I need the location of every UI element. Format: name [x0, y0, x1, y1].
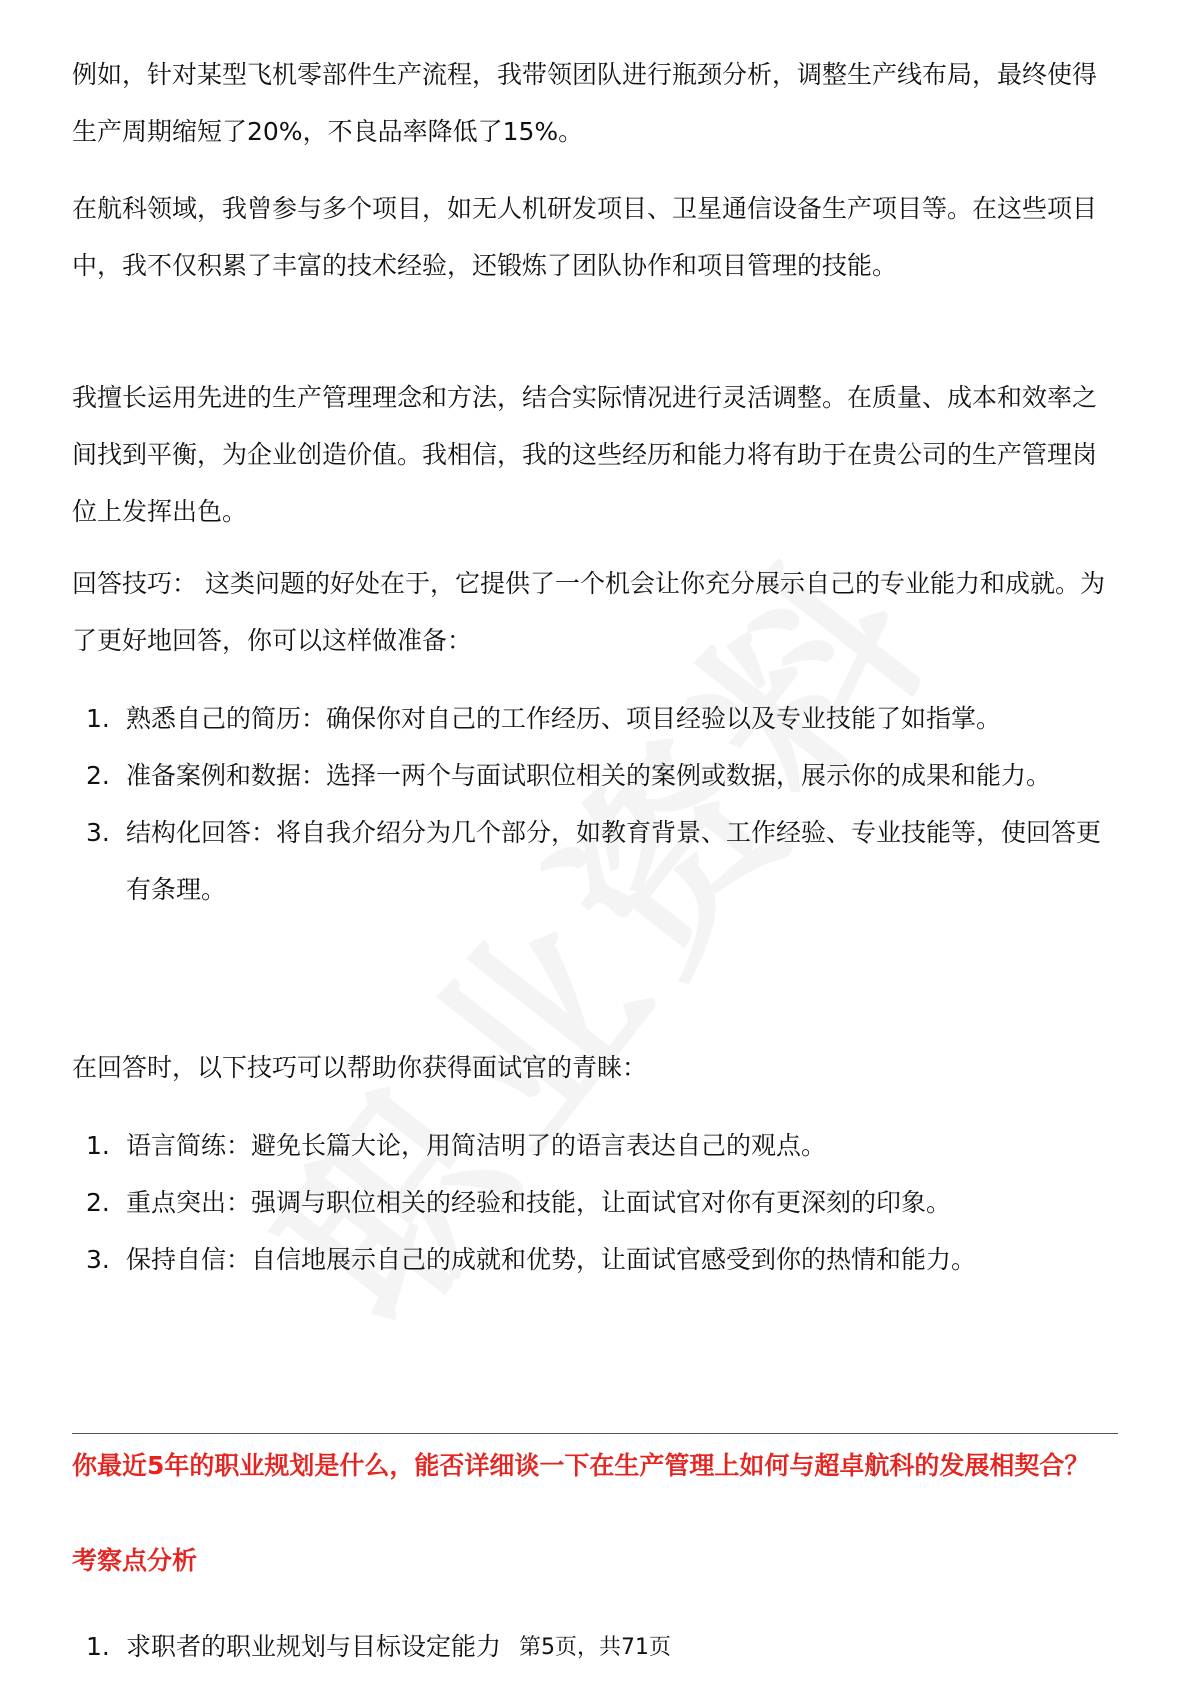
- question-heading: 你最近5年的职业规划是什么，能否详细谈一下在生产管理上如何与超卓航科的发展相契合？: [72, 1451, 1090, 1480]
- list-item: [72, 747, 1118, 804]
- paragraph-skills: 我擅长运用先进的生产管理理念和方法，结合实际情况进行灵活调整。在质量、成本和效率之间找到平衡，为企业创造价值。我相信，我的这些经历和能力将有助于在贵公司的生产管理岗位上发挥出色。: [72, 383, 1098, 526]
- paragraph-tips-intro: 在回答时，以下技巧可以帮助你获得面试官的青睐：: [72, 1053, 648, 1082]
- list-number: 3.: [86, 1245, 110, 1274]
- list-item-text: 保持自信：自信地展示自己的成就和优势，让面试官感受到你的热情和能力。: [126, 1245, 977, 1274]
- list-item-text: 重点突出：强调与职位相关的经验和技能，让面试官对你有更深刻的印象。: [126, 1188, 952, 1217]
- list-item-text: 熟悉自己的简历：确保你对自己的工作经历、项目经验以及专业技能了如指掌。: [126, 704, 1002, 733]
- list-number: 2.: [86, 761, 110, 790]
- list-number: 1.: [86, 1131, 110, 1160]
- list-item: [72, 690, 1118, 747]
- list-item: [72, 1231, 1118, 1288]
- tips-list: [72, 1117, 1118, 1288]
- document-page: [72, 0, 1118, 1684]
- paragraph-example: 例如，针对某型飞机零部件生产流程，我带领团队进行瓶颈分析，调整生产线布局，最终使得生产周期缩短了20%，不良品率降低了15%。: [72, 60, 1098, 146]
- list-item: [72, 804, 1118, 918]
- paragraph-projects: 在航科领域，我曾参与多个项目，如无人机研发项目、卫星通信设备生产项目等。在这些项目中，我不仅积累了丰富的技术经验，还锻炼了团队协作和项目管理的技能。: [72, 194, 1098, 280]
- list-item: [72, 1117, 1118, 1174]
- list-item-text: 求职者的职业规划与目标设定能力: [126, 1632, 502, 1661]
- list-number: 2.: [86, 1188, 110, 1217]
- page-number: 第5页，共71页: [513, 1635, 677, 1660]
- list-number: 3.: [86, 818, 110, 847]
- list-item: [72, 1174, 1118, 1231]
- section-divider: [72, 1433, 1118, 1434]
- prep-list: [72, 690, 1118, 918]
- analysis-heading: 考察点分析: [72, 1546, 198, 1575]
- page-footer: [0, 1633, 1190, 1663]
- list-number: 1.: [86, 704, 110, 733]
- list-item-text: 准备案例和数据：选择一两个与面试职位相关的案例或数据，展示你的成果和能力。: [126, 761, 1052, 790]
- list-number: 1.: [86, 1632, 110, 1661]
- list-item-text: 语言简练：避免长篇大论，用简洁明了的语言表达自己的观点。: [126, 1131, 827, 1160]
- list-item-text: 结构化回答：将自我介绍分为几个部分，如教育背景、工作经验、专业技能等，使回答更有条理。: [126, 818, 1102, 904]
- paragraph-answer-tips: 回答技巧： 这类问题的好处在于，它提供了一个机会让你充分展示自己的专业能力和成就。为了更好地回答，你可以这样做准备：: [72, 569, 1105, 655]
